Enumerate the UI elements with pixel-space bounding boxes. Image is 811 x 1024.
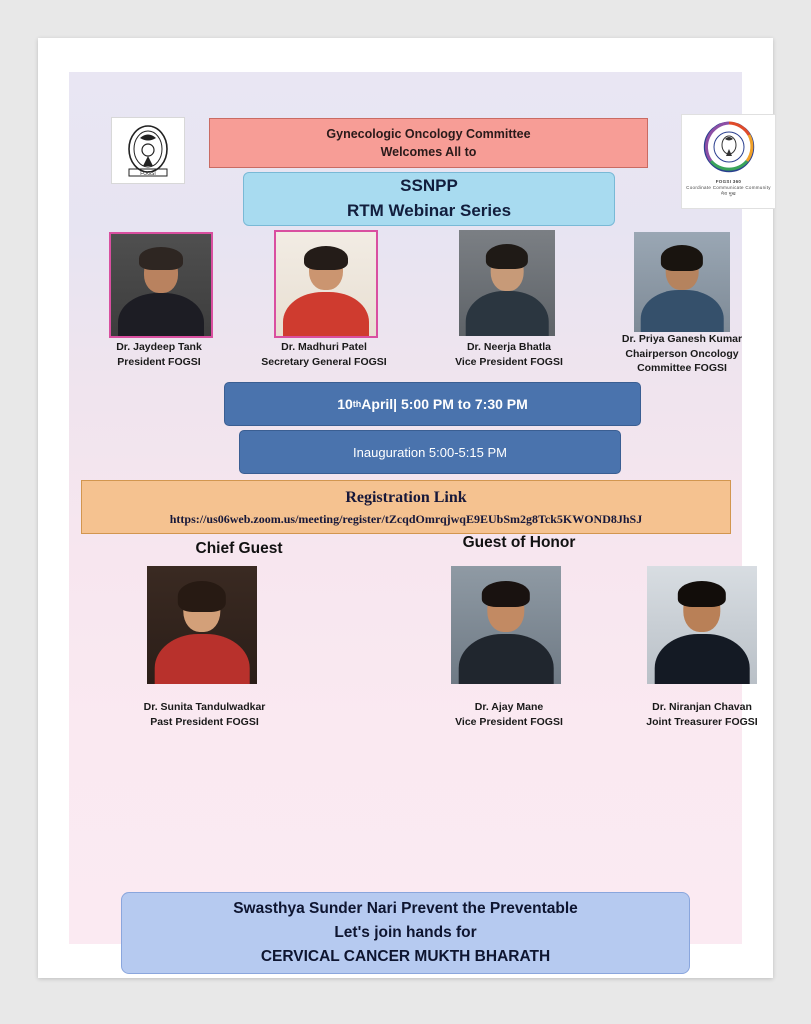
logo-caption-title: FOGSI 360 xyxy=(715,179,742,184)
speaker-photo-jaydeep-tank xyxy=(109,232,213,338)
speaker-caption-priya-ganesh-kumar xyxy=(602,332,762,376)
guest-role: Past President FOGSI xyxy=(150,715,259,728)
registration-banner xyxy=(81,480,731,534)
logo-caption xyxy=(686,179,771,197)
speaker-role-line-2: Committee FOGSI xyxy=(637,362,727,375)
guest-caption-ajay-mane xyxy=(429,700,589,729)
guest-name: Dr. Ajay Mane xyxy=(474,701,544,713)
speaker-caption-jaydeep-tank xyxy=(89,340,229,369)
webinar-subtitle: RTM Webinar Series xyxy=(346,201,512,220)
guest-role: Vice President FOGSI xyxy=(455,715,563,728)
speaker-role: President FOGSI xyxy=(117,355,201,368)
welcome-line-1: Gynecologic Oncology Committee xyxy=(326,126,531,141)
chief-guest-label: Chief Guest xyxy=(195,540,283,557)
campaign-line-2: Let's join hands for xyxy=(334,923,477,941)
speaker-photo-priya-ganesh-kumar xyxy=(634,232,730,332)
guest-name: Dr. Niranjan Chavan xyxy=(652,701,752,713)
speaker-photo-neerja-bhatla xyxy=(459,230,555,336)
speaker-caption-neerja-bhatla xyxy=(429,340,589,369)
speaker-role: Secretary General FOGSI xyxy=(261,355,387,368)
campaign-banner xyxy=(121,892,690,974)
guest-caption-niranjan-chavan xyxy=(622,700,782,729)
welcome-banner xyxy=(209,118,648,168)
date-suffix: April| 5:00 PM to 7:30 PM xyxy=(361,396,528,412)
fogsi-logo xyxy=(111,117,185,184)
guest-caption-sunita-tandulwadkar xyxy=(117,700,292,729)
logo-caption-line-2: मेरा मुख xyxy=(721,191,736,197)
speaker-role-line-1: Chairperson Oncology xyxy=(625,347,739,360)
speaker-name: Dr. Neerja Bhatla xyxy=(466,341,552,353)
webinar-poster xyxy=(69,72,771,965)
speaker-role: Vice President FOGSI xyxy=(455,355,563,368)
schedule-banner xyxy=(224,382,641,426)
logo-caption-line-1: Coordinate Communicate Community xyxy=(686,185,771,191)
svg-text:FOGSI: FOGSI xyxy=(140,170,156,177)
campaign-line-1: Swasthya Sunder Nari Prevent the Preventable xyxy=(233,899,578,917)
speaker-name: Dr. Jaydeep Tank xyxy=(116,341,202,353)
speaker-name: Dr. Madhuri Patel xyxy=(281,341,367,353)
webinar-title: SSNPP xyxy=(400,176,458,196)
webinar-title-banner xyxy=(243,172,615,226)
speaker-name: Dr. Priya Ganesh Kumar xyxy=(621,333,743,345)
campaign-line-3: CERVICAL CANCER MUKTH BHARATH xyxy=(260,948,551,965)
date-prefix: 10 xyxy=(337,396,353,412)
fogsi-360-logo xyxy=(681,114,776,209)
document-page xyxy=(38,38,773,978)
speaker-caption-madhuri-patel xyxy=(244,340,404,369)
date-superscript: th xyxy=(352,399,362,409)
inauguration-text: Inauguration 5:00-5:15 PM xyxy=(353,444,507,460)
welcome-line-2: Welcomes All to xyxy=(380,145,477,159)
guest-of-honor-label: Guest of Honor xyxy=(462,534,576,551)
inauguration-banner xyxy=(239,430,621,474)
guest-photo-niranjan-chavan xyxy=(647,566,757,684)
guest-photo-sunita-tandulwadkar xyxy=(147,566,257,684)
guest-name: Dr. Sunita Tandulwadkar xyxy=(143,701,266,713)
guest-role: Joint Treasurer FOGSI xyxy=(646,715,758,728)
registration-link[interactable]: https://us06web.zoom.us/meeting/register/tZcqdOmrqjwqE9EUbSm2g8Tck5KWOND8JhSJ xyxy=(169,512,643,526)
guest-photo-ajay-mane xyxy=(451,566,561,684)
speaker-photo-madhuri-patel xyxy=(274,230,378,338)
registration-title: Registration Link xyxy=(345,489,467,506)
